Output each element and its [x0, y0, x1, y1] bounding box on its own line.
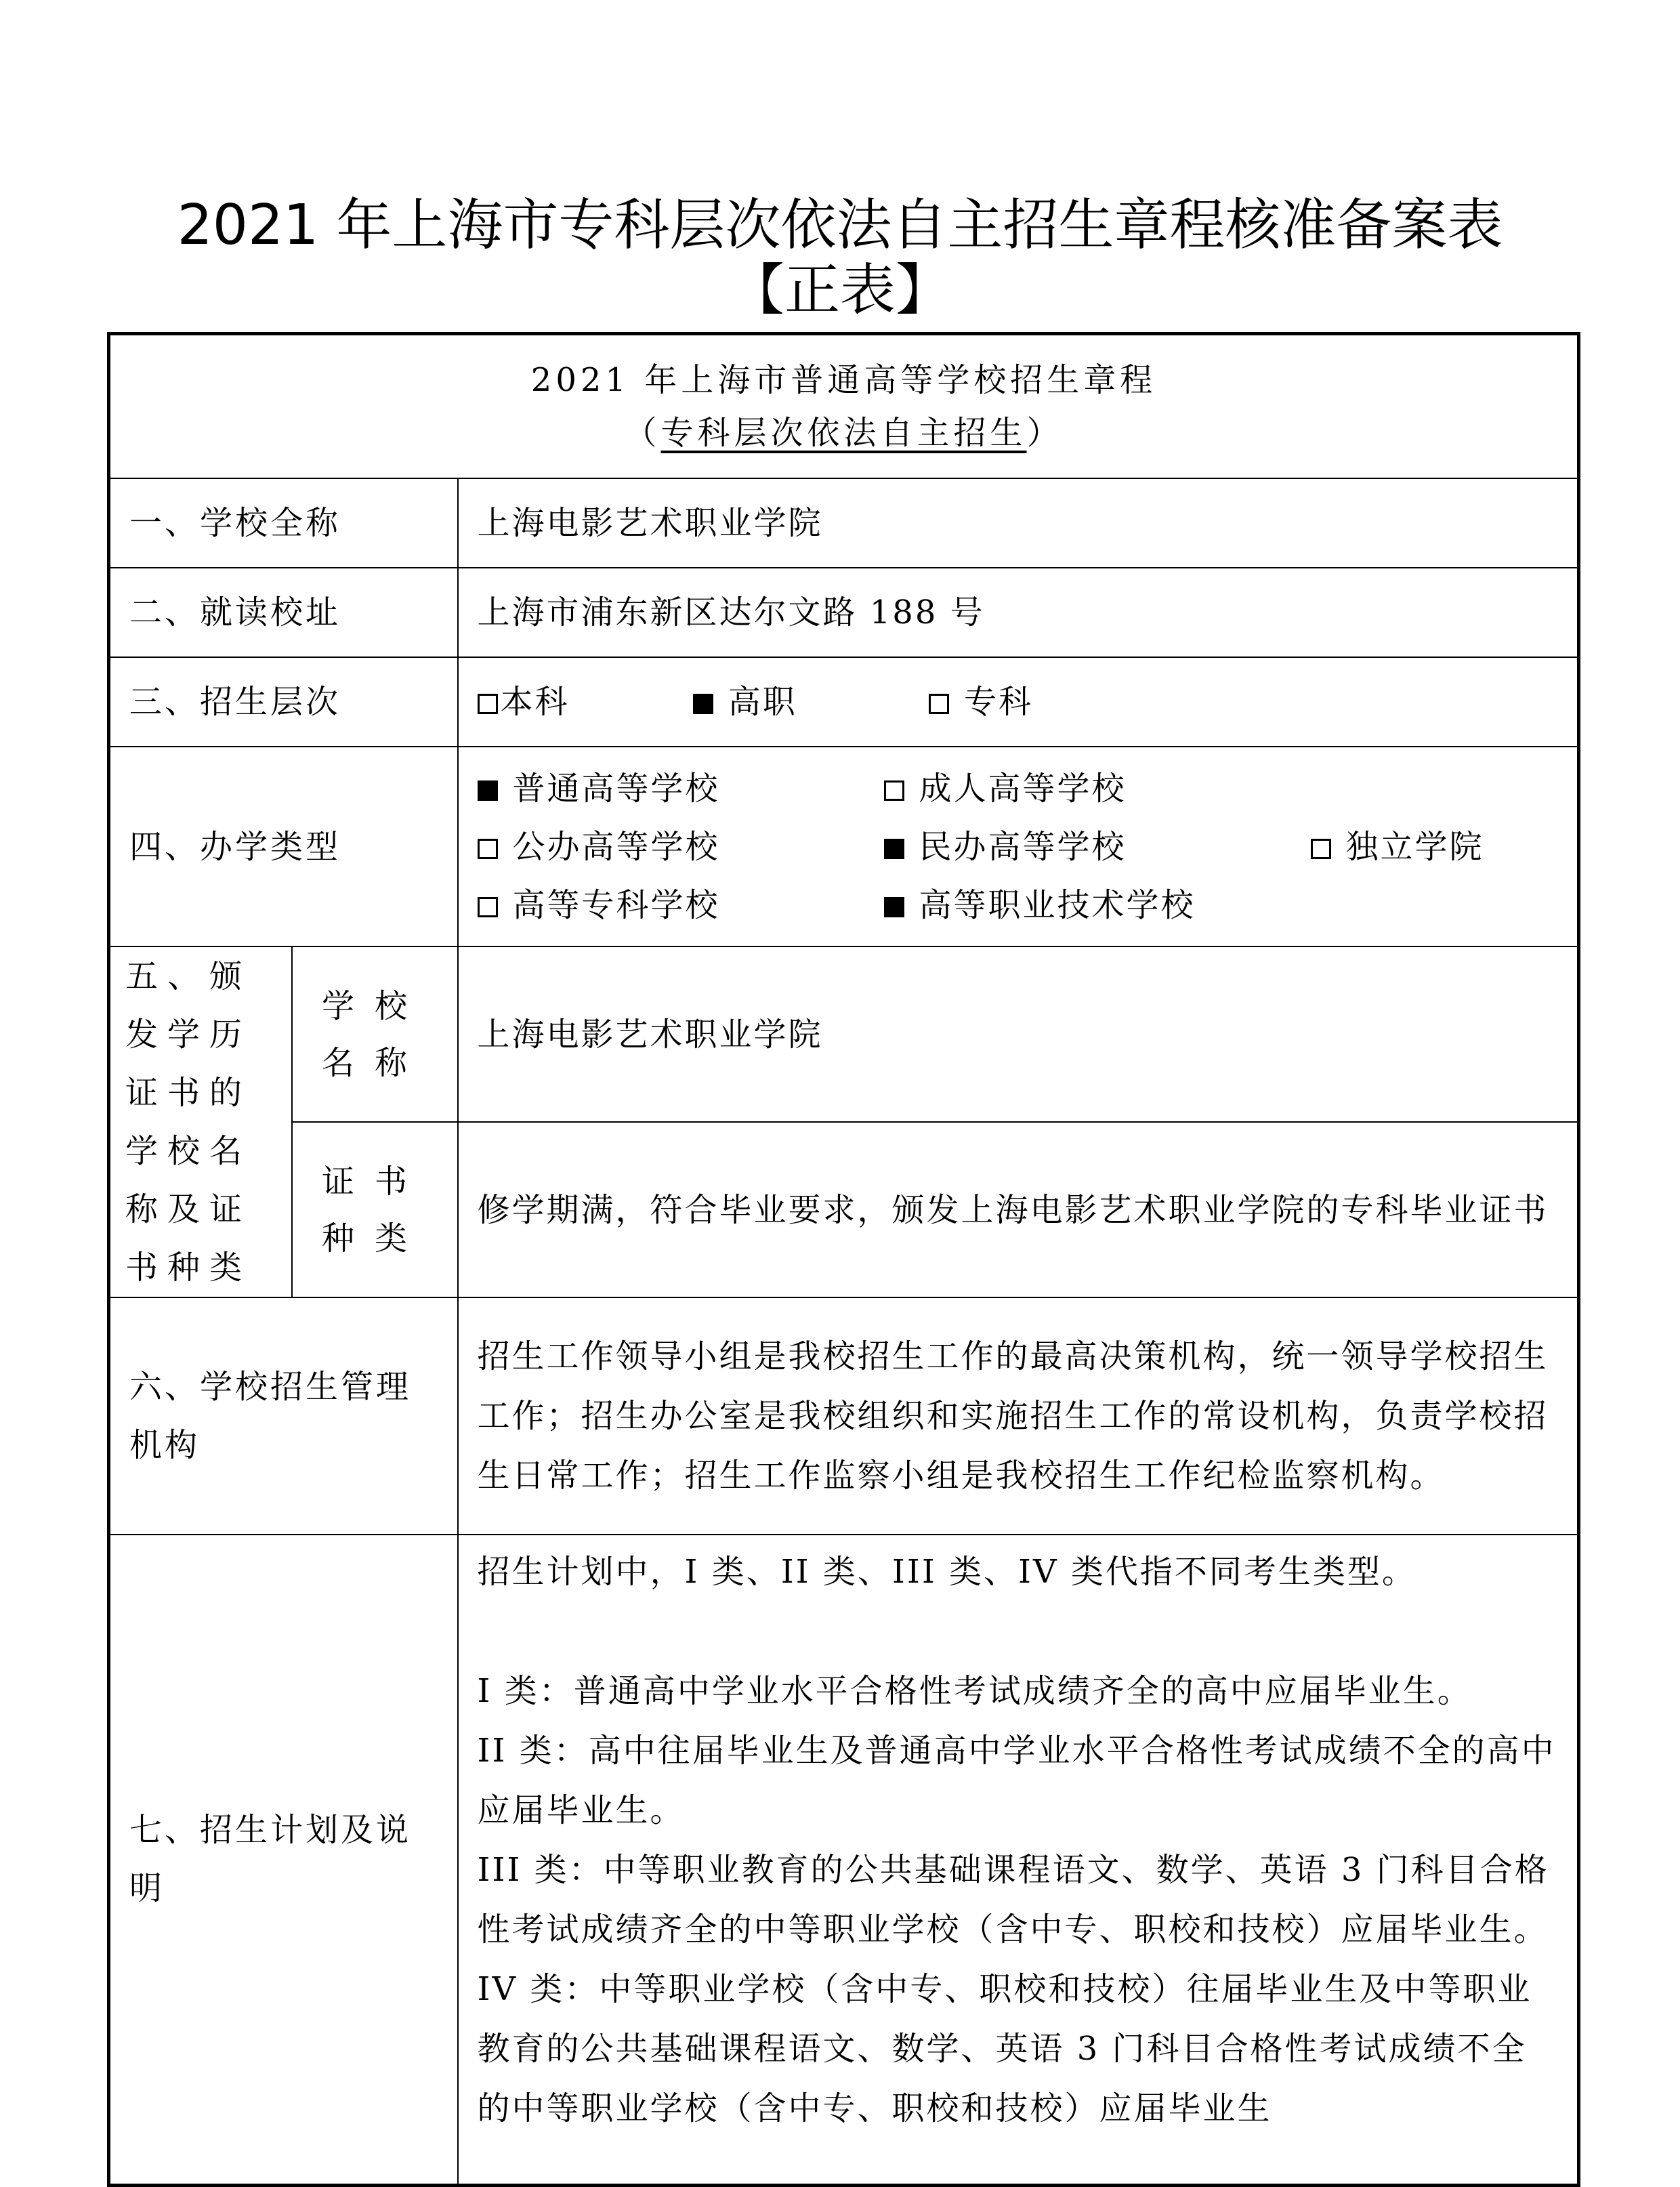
plan-spacer: [478, 1602, 1559, 1661]
paren-close: ）: [1026, 414, 1064, 452]
plan-category-3: III 类：中等职业教育的公共基础课程语文、数学、英语 3 门科目合格性考试成绩齐全的中等职业学校（含中专、职校和技校）应届毕业生。: [477, 1851, 1549, 1949]
label-plan: 七、招生计划及说明: [109, 1535, 458, 2185]
underlined-subtitle: 专科层次依法自主招生: [660, 414, 1027, 452]
option-label: 高等专科学校: [512, 886, 720, 924]
option-putong[interactable]: [478, 759, 884, 818]
label-level: 三、招生层次: [109, 657, 458, 747]
checkbox-unchecked-icon: [478, 694, 498, 714]
option-label: 民办高等学校: [919, 827, 1127, 866]
row-school-name: [109, 478, 1579, 568]
value-address: 上海市浦东新区达尔文路 188 号: [458, 568, 1579, 657]
sub-label-certificate-type: 证书种类: [292, 1122, 458, 1297]
option-label: 高等职业技术学校: [919, 886, 1196, 924]
option-label: 公办高等学校: [512, 827, 720, 866]
row-certificate-type: [109, 1122, 1579, 1297]
label-certificate: 五、颁发学历证书的学校名称及证书种类: [109, 946, 292, 1297]
label-school-name: 一、学校全称: [109, 478, 458, 568]
checkbox-unchecked-icon: [478, 897, 498, 917]
option-gaozhi[interactable]: [693, 673, 917, 731]
row-certificate-school: [109, 946, 1579, 1122]
plan-category-1: I 类：普通高中学业水平合格性考试成绩齐全的高中应届毕业生。: [477, 1672, 1472, 1710]
empty-slot: [1311, 759, 1555, 818]
plan-category-4: IV 类：中等职业学校（含中专、职校和技校）往届毕业生及中等职业教育的公共基础课程语文、数学、英语 3 门科目合格性考试成绩不全的中等职业学校（含中专、职校和技校）应届毕业生: [477, 1970, 1532, 2127]
label-school-type: 四、办学类型: [109, 747, 458, 946]
row-management: [109, 1297, 1579, 1535]
option-label: 普通高等学校: [512, 769, 720, 808]
option-label: 专科: [964, 683, 1034, 721]
filing-form-table: [107, 332, 1580, 2187]
row-school-type: [109, 747, 1579, 946]
option-duli[interactable]: [1311, 818, 1555, 876]
option-minban[interactable]: [884, 818, 1311, 876]
plan-category-2: II 类：高中往届毕业生及普通高中学业水平合格性考试成绩不全的高中应届毕业生。: [477, 1732, 1556, 1829]
document-title: [0, 193, 1680, 323]
value-certificate-school: 上海电影艺术职业学院: [458, 946, 1579, 1122]
row-level: [109, 657, 1579, 747]
paren-open: （: [624, 414, 661, 452]
checkbox-checked-icon: [884, 839, 904, 859]
option-label: 本科: [500, 683, 570, 721]
option-zhiye[interactable]: [884, 876, 1311, 934]
checkbox-unchecked-icon: [478, 839, 498, 859]
value-management: 招生工作领导小组是我校招生工作的最高决策机构，统一领导学校招生工作；招生办公室是我校组织和实施招生工作的常设机构，负责学校招生日常工作；招生工作监察小组是我校招生工作纪检监察机构。: [458, 1297, 1579, 1535]
table-header: [109, 334, 1579, 479]
plan-intro: 招生计划中，I 类、II 类、III 类、IV 类代指不同考生类型。: [477, 1553, 1416, 1591]
sub-label-school-name: 学校名称: [292, 946, 458, 1122]
empty-slot: [1311, 876, 1555, 934]
table-header-row: [109, 334, 1579, 479]
option-benke[interactable]: [478, 673, 681, 731]
option-label: 独立学院: [1345, 827, 1484, 866]
checkbox-checked-icon: [693, 694, 713, 714]
checkbox-checked-icon: [884, 897, 904, 917]
checkbox-unchecked-icon: [1311, 839, 1331, 859]
checkbox-unchecked-icon: [884, 780, 904, 801]
value-school-type: [458, 747, 1579, 946]
option-label: 高职: [728, 683, 797, 721]
value-school-name: 上海电影艺术职业学院: [458, 478, 1579, 568]
title-line-1: 2021 年上海市专科层次依法自主招生章程核准备案表: [177, 193, 1503, 257]
option-zhuanke-school[interactable]: [478, 876, 884, 934]
table-header-line-2: [129, 407, 1558, 459]
option-zhuanke[interactable]: [929, 673, 1033, 731]
row-address: [109, 568, 1579, 657]
option-gongban[interactable]: [478, 818, 884, 876]
table-header-line-1: 2021 年上海市普通高等学校招生章程: [530, 361, 1157, 399]
value-plan: [458, 1535, 1579, 2185]
row-plan: [109, 1535, 1579, 2185]
checkbox-unchecked-icon: [929, 694, 949, 714]
value-level: [458, 657, 1579, 747]
option-label: 成人高等学校: [919, 769, 1127, 808]
label-address: 二、就读校址: [109, 568, 458, 657]
option-chengren[interactable]: [884, 759, 1311, 818]
title-line-2: 【正表】: [728, 258, 951, 322]
value-certificate-type: 修学期满，符合毕业要求，颁发上海电影艺术职业学院的专科毕业证书: [458, 1122, 1579, 1297]
label-management: 六、学校招生管理机构: [109, 1297, 458, 1535]
checkbox-checked-icon: [478, 780, 498, 801]
school-type-options: [478, 759, 1559, 934]
